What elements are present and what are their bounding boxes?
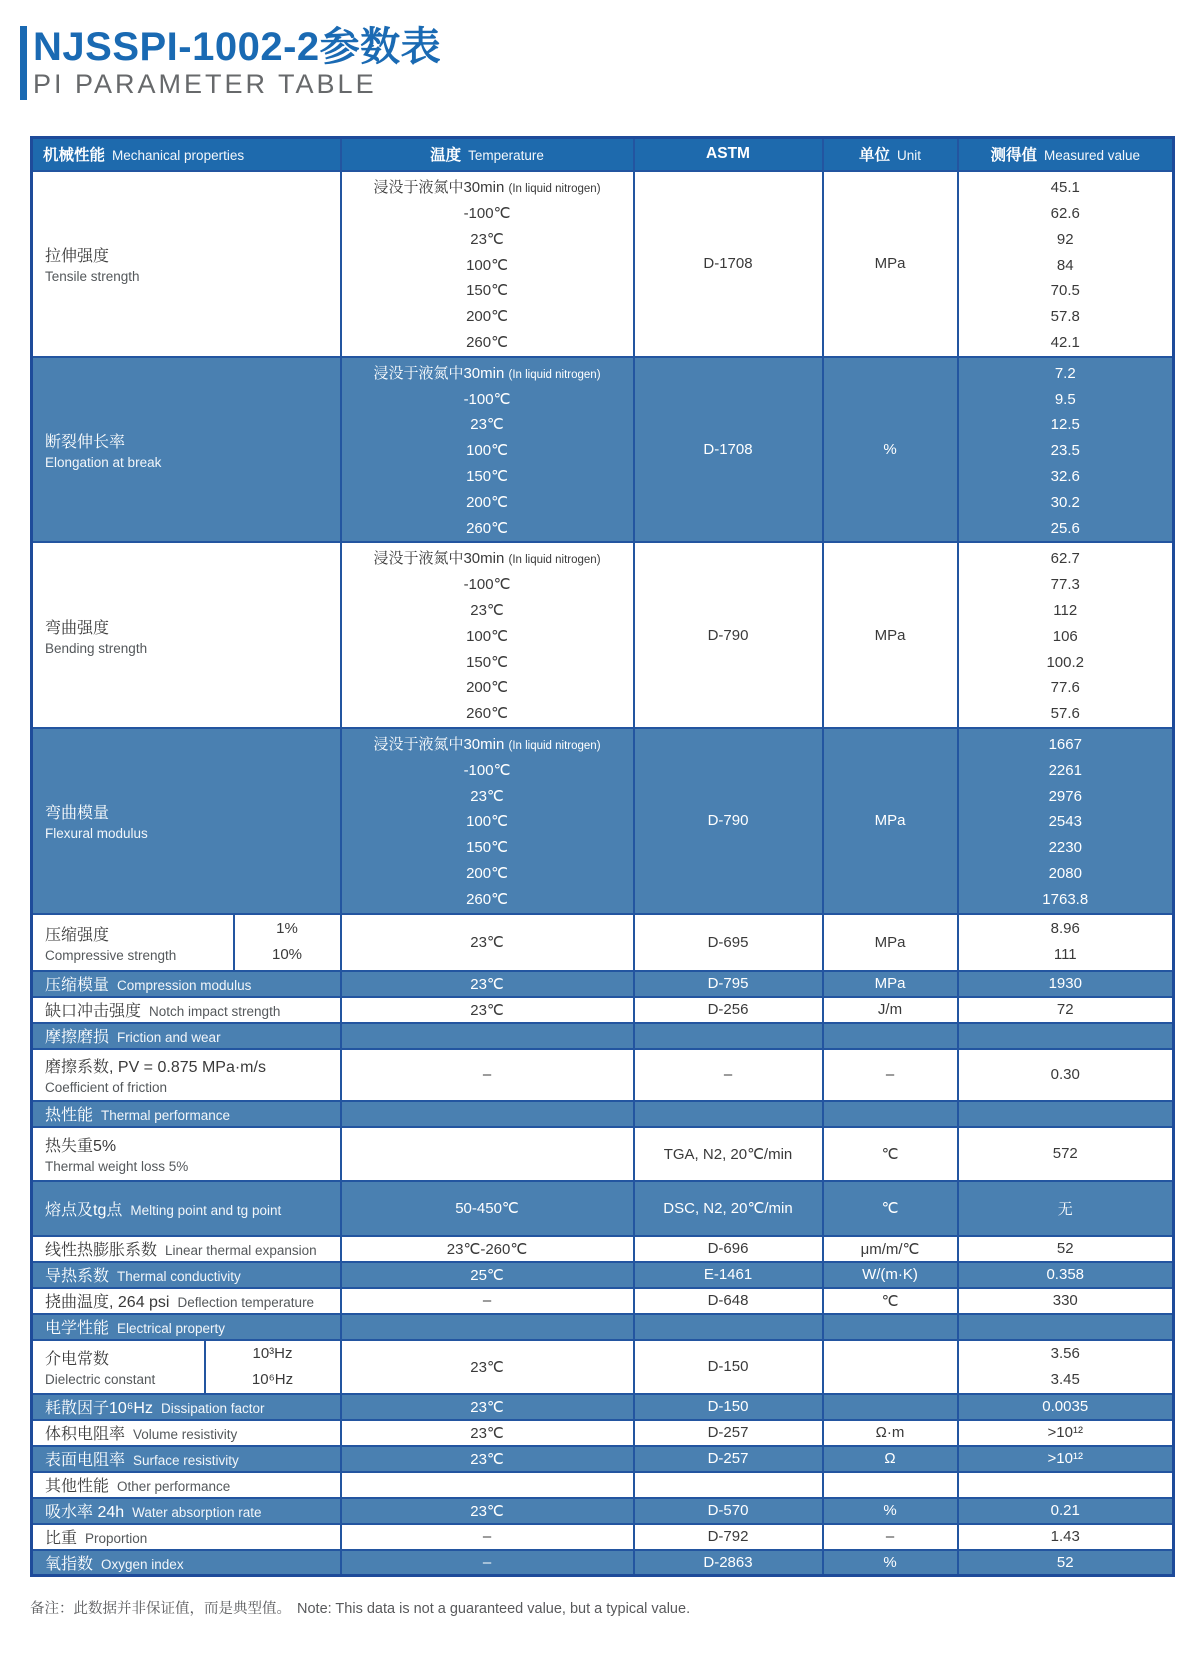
astm-cell: D-795 <box>634 971 823 997</box>
property-zh: 热失重5% <box>45 1138 117 1155</box>
temperature-cell: – <box>341 1550 634 1576</box>
value-cell: 0.21 <box>958 1498 1174 1524</box>
property-en: Tensile strength <box>45 269 140 285</box>
footer-note-en: Note: This data is not a guaranteed value, but a typical value. <box>297 1601 691 1617</box>
table-row-dielectric-constant <box>32 1340 1174 1394</box>
unit-cell: Ω <box>823 1446 958 1472</box>
property-cell <box>32 171 341 357</box>
value-line: 45.1 <box>1050 179 1080 197</box>
value-line: 1763.8 <box>1042 890 1089 908</box>
value-line: 30.2 <box>1050 493 1080 511</box>
unit-cell <box>823 1394 958 1420</box>
property-cell: 体积电阻率 Volume resistivity <box>32 1420 341 1446</box>
table-row-deflection-temperature <box>32 1288 1174 1314</box>
temp-line: 浸没于液氮中30min (In liquid nitrogen) <box>373 364 601 382</box>
table-row-melting-point <box>32 1181 1174 1236</box>
value-cell: 0.30 <box>958 1049 1174 1101</box>
table-row-notch-impact-strength <box>32 997 1174 1023</box>
property-cell: 熔点及tg点 Melting point and tg point <box>32 1181 341 1236</box>
temp-line: -100℃ <box>463 761 511 779</box>
temperature-cell: 23℃ <box>341 914 634 971</box>
temperature-cell <box>341 171 634 357</box>
value-line: 92 <box>1056 230 1074 248</box>
property-cell <box>32 728 341 914</box>
section-row-other-performance <box>32 1472 1174 1498</box>
value-line: 70.5 <box>1050 282 1080 300</box>
table-row-compressive-strength <box>32 914 1174 971</box>
property-cell <box>32 542 341 728</box>
temp-line: 23℃ <box>470 416 504 434</box>
col-header-unit: 单位 Unit <box>823 137 958 171</box>
property-en: Coefficient of friction <box>45 1080 168 1095</box>
astm-cell: D-570 <box>634 1498 823 1524</box>
value-line: 3.56 <box>1050 1344 1080 1362</box>
temp-line: 150℃ <box>466 282 508 300</box>
value-cell <box>958 1340 1174 1394</box>
temperature-cell: – <box>341 1524 634 1550</box>
temp-line: 260℃ <box>466 705 508 723</box>
property-en: Bending strength <box>45 640 148 656</box>
property-en: Thermal weight loss 5% <box>45 1159 189 1174</box>
temp-line: 260℃ <box>466 519 508 537</box>
table-row-flexural-modulus <box>32 728 1174 914</box>
temp-line: 100℃ <box>466 813 508 831</box>
property-cell <box>32 914 341 971</box>
temperature-cell: 23℃ <box>341 997 634 1023</box>
unit-cell: % <box>823 1498 958 1524</box>
property-en: Flexural modulus <box>45 826 148 842</box>
unit-cell: MPa <box>823 971 958 997</box>
unit-cell: – <box>823 1049 958 1101</box>
value-line: 57.8 <box>1050 308 1080 326</box>
section-label: 电学性能 Electrical property <box>32 1314 341 1340</box>
property-cell: 缺口冲击强度 Notch impact strength <box>32 997 341 1023</box>
table-row-thermal-weight-loss <box>32 1127 1174 1181</box>
value-line: 100.2 <box>1046 653 1085 671</box>
property-cell: 吸水率 24h Water absorption rate <box>32 1498 341 1524</box>
astm-cell: TGA, N2, 20℃/min <box>634 1127 823 1181</box>
unit-cell: J/m <box>823 997 958 1023</box>
footer-note-zh: 备注：此数据并非保证值，而是典型值。 <box>30 1601 291 1617</box>
table-row-bending-strength <box>32 542 1174 728</box>
property-cell: 压缩模量 Compression modulus <box>32 971 341 997</box>
temperature-cell: – <box>341 1288 634 1314</box>
temp-line: 23℃ <box>470 230 504 248</box>
unit-cell: ℃ <box>823 1181 958 1236</box>
temp-line: -100℃ <box>463 576 511 594</box>
section-row-electrical-property <box>32 1314 1174 1340</box>
temp-line: 260℃ <box>466 890 508 908</box>
temp-line: 200℃ <box>466 493 508 511</box>
table-row-thermal-conductivity <box>32 1262 1174 1288</box>
value-line: 2543 <box>1048 813 1082 831</box>
unit-cell: MPa <box>823 728 958 914</box>
value-line: 2230 <box>1048 839 1082 857</box>
temperature-cell <box>341 728 634 914</box>
property-cell <box>32 1340 341 1394</box>
astm-cell: D-150 <box>634 1340 823 1394</box>
property-zh: 弯曲强度 <box>45 619 110 637</box>
unit-cell: W/(m·K) <box>823 1262 958 1288</box>
table-header-row <box>32 137 1174 171</box>
temp-line: 150℃ <box>466 653 508 671</box>
value-line: 77.3 <box>1050 576 1080 594</box>
property-cell: 比重 Proportion <box>32 1524 341 1550</box>
strain-level: 1% <box>276 920 298 937</box>
astm-cell: D-257 <box>634 1420 823 1446</box>
footer-note <box>30 1597 1200 1618</box>
temperature-cell: 23℃ <box>341 1340 634 1394</box>
unit-cell <box>823 1340 958 1394</box>
property-en: Compressive strength <box>45 947 177 963</box>
astm-cell: E-1461 <box>634 1262 823 1288</box>
astm-cell: D-1708 <box>634 171 823 357</box>
astm-cell: – <box>634 1049 823 1101</box>
astm-cell: D-256 <box>634 997 823 1023</box>
page-title: NJSSPI-1002-2参数表 <box>33 25 442 69</box>
temperature-cell: 23℃ <box>341 1446 634 1472</box>
property-cell <box>32 1049 341 1101</box>
property-cell: 氧指数 Oxygen index <box>32 1550 341 1576</box>
astm-cell: D-696 <box>634 1236 823 1262</box>
astm-cell: DSC, N2, 20℃/min <box>634 1181 823 1236</box>
table-row-linear-thermal-expansion <box>32 1236 1174 1262</box>
value-cell: 72 <box>958 997 1174 1023</box>
temperature-cell <box>341 542 634 728</box>
property-en: Dielectric constant <box>45 1372 156 1387</box>
table-wrapper <box>30 136 1200 1577</box>
value-line: 112 <box>1053 601 1078 619</box>
value-line: 62.7 <box>1050 550 1080 568</box>
value-line: 62.6 <box>1050 204 1080 222</box>
unit-cell: ℃ <box>823 1288 958 1314</box>
temperature-cell <box>341 1127 634 1181</box>
value-line: 77.6 <box>1050 679 1080 697</box>
frequency-level: 10³Hz <box>252 1344 293 1362</box>
value-line: 3.45 <box>1050 1370 1080 1388</box>
temperature-cell: 23℃ <box>341 1394 634 1420</box>
property-zh: 介电常数 <box>45 1351 110 1368</box>
value-cell: >10¹² <box>958 1420 1174 1446</box>
page-header <box>20 26 1200 100</box>
astm-cell: D-2863 <box>634 1550 823 1576</box>
page-subtitle: PI PARAMETER TABLE <box>33 69 377 99</box>
value-cell: 0.0035 <box>958 1394 1174 1420</box>
table-row-elongation-at-break <box>32 357 1174 543</box>
section-label: 其他性能 Other performance <box>32 1472 341 1498</box>
value-cell: 52 <box>958 1550 1174 1576</box>
value-line: 23.5 <box>1050 442 1080 460</box>
value-line: 12.5 <box>1050 416 1080 434</box>
value-line: 2261 <box>1048 761 1082 779</box>
value-line: 2976 <box>1048 787 1082 805</box>
parameter-table <box>30 136 1175 1577</box>
temp-line: 200℃ <box>466 679 508 697</box>
temp-line: 浸没于液氮中30min (In liquid nitrogen) <box>373 550 601 568</box>
property-zh: 磨擦系数, PV = 0.875 MPa·m/s <box>45 1059 266 1076</box>
value-cell <box>958 728 1174 914</box>
value-cell: >10¹² <box>958 1446 1174 1472</box>
col-header-astm: ASTM <box>634 137 823 171</box>
property-cell: 表面电阻率 Surface resistivity <box>32 1446 341 1472</box>
value-cell: 无 <box>958 1181 1174 1236</box>
table-row-oxygen-index <box>32 1550 1174 1576</box>
temp-line: 150℃ <box>466 467 508 485</box>
property-cell <box>32 357 341 543</box>
temp-line: 260℃ <box>466 333 508 351</box>
value-cell: 572 <box>958 1127 1174 1181</box>
temp-line: 100℃ <box>466 256 508 274</box>
value-cell <box>958 171 1174 357</box>
title-accent-bar <box>20 26 27 100</box>
temp-line: 23℃ <box>470 787 504 805</box>
property-cell <box>32 1127 341 1181</box>
property-cell: 导热系数 Thermal conductivity <box>32 1262 341 1288</box>
astm-cell: D-257 <box>634 1446 823 1472</box>
value-line: 84 <box>1056 256 1074 274</box>
value-cell: 1.43 <box>958 1524 1174 1550</box>
astm-cell: D-1708 <box>634 357 823 543</box>
temperature-cell: 25℃ <box>341 1262 634 1288</box>
property-zh: 断裂伸长率 <box>45 434 126 452</box>
table-row-coefficient-of-friction <box>32 1049 1174 1101</box>
temperature-cell: 23℃ <box>341 1420 634 1446</box>
table-row-surface-resistivity <box>32 1446 1174 1472</box>
temperature-cell: 50-450℃ <box>341 1181 634 1236</box>
frequency-level: 10⁶Hz <box>251 1370 294 1388</box>
section-label: 摩擦磨损 Friction and wear <box>32 1023 341 1049</box>
value-cell <box>958 914 1174 971</box>
section-label: 热性能 Thermal performance <box>32 1101 341 1127</box>
astm-cell: D-790 <box>634 728 823 914</box>
value-line: 42.1 <box>1050 333 1080 351</box>
value-line: 32.6 <box>1050 467 1080 485</box>
value-cell: 330 <box>958 1288 1174 1314</box>
temp-line: 浸没于液氮中30min (In liquid nitrogen) <box>373 179 601 197</box>
astm-cell: D-695 <box>634 914 823 971</box>
temp-line: 100℃ <box>466 627 508 645</box>
unit-cell: MPa <box>823 914 958 971</box>
title-block <box>33 26 441 100</box>
property-cell: 挠曲温度, 264 psi Deflection temperature <box>32 1288 341 1314</box>
value-line: 57.6 <box>1050 705 1080 723</box>
strain-levels <box>233 915 340 970</box>
temperature-cell: 23℃ <box>341 1498 634 1524</box>
value-cell <box>958 357 1174 543</box>
unit-cell: MPa <box>823 171 958 357</box>
value-line: 7.2 <box>1054 364 1076 382</box>
unit-cell: MPa <box>823 542 958 728</box>
section-row-thermal-performance <box>32 1101 1174 1127</box>
temperature-cell: 23℃ <box>341 971 634 997</box>
property-cell: 耗散因子10⁶Hz Dissipation factor <box>32 1394 341 1420</box>
value-line: 9.5 <box>1054 390 1076 408</box>
col-header-mechanical-properties: 机械性能 Mechanical properties <box>32 137 341 171</box>
temp-line: 100℃ <box>466 442 508 460</box>
table-row-tensile-strength <box>32 171 1174 357</box>
temp-line: 浸没于液氮中30min (In liquid nitrogen) <box>373 735 601 753</box>
unit-cell: μm/m/℃ <box>823 1236 958 1262</box>
property-zh: 压缩强度 <box>45 926 110 944</box>
temp-line: -100℃ <box>463 204 511 222</box>
table-row-dissipation-factor <box>32 1394 1174 1420</box>
table-row-volume-resistivity <box>32 1420 1174 1446</box>
value-cell: 1930 <box>958 971 1174 997</box>
value-line: 2080 <box>1048 864 1082 882</box>
value-cell: 0.358 <box>958 1262 1174 1288</box>
astm-cell: D-790 <box>634 542 823 728</box>
section-row-friction-and-wear <box>32 1023 1174 1049</box>
value-line: 111 <box>1053 946 1077 963</box>
unit-cell: ℃ <box>823 1127 958 1181</box>
unit-cell: % <box>823 357 958 543</box>
temperature-cell: 23℃-260℃ <box>341 1236 634 1262</box>
astm-cell: D-792 <box>634 1524 823 1550</box>
property-en: Elongation at break <box>45 455 162 471</box>
col-header-temperature: 温度 Temperature <box>341 137 634 171</box>
unit-cell: % <box>823 1550 958 1576</box>
strain-level: 10% <box>271 946 303 963</box>
property-zh: 弯曲模量 <box>45 805 110 823</box>
value-cell <box>958 542 1174 728</box>
value-line: 8.96 <box>1050 920 1080 937</box>
temp-line: 23℃ <box>470 601 504 619</box>
property-zh: 拉伸强度 <box>45 248 110 266</box>
unit-cell: – <box>823 1524 958 1550</box>
col-header-measured-value: 测得值 Measured value <box>958 137 1174 171</box>
unit-cell: Ω·m <box>823 1420 958 1446</box>
value-line: 25.6 <box>1050 519 1080 537</box>
temp-line: 200℃ <box>466 308 508 326</box>
table-row-proportion <box>32 1524 1174 1550</box>
value-cell: 52 <box>958 1236 1174 1262</box>
temp-line: 200℃ <box>466 864 508 882</box>
property-cell: 线性热膨胀系数 Linear thermal expansion <box>32 1236 341 1262</box>
temp-line: 150℃ <box>466 839 508 857</box>
temp-line: -100℃ <box>463 390 511 408</box>
temperature-cell <box>341 357 634 543</box>
value-line: 1667 <box>1048 735 1082 753</box>
table-row-water-absorption-rate <box>32 1498 1174 1524</box>
value-line: 106 <box>1052 627 1078 645</box>
astm-cell: D-648 <box>634 1288 823 1314</box>
frequency-levels <box>204 1341 340 1393</box>
astm-cell: D-150 <box>634 1394 823 1420</box>
temperature-cell: – <box>341 1049 634 1101</box>
table-row-compression-modulus <box>32 971 1174 997</box>
